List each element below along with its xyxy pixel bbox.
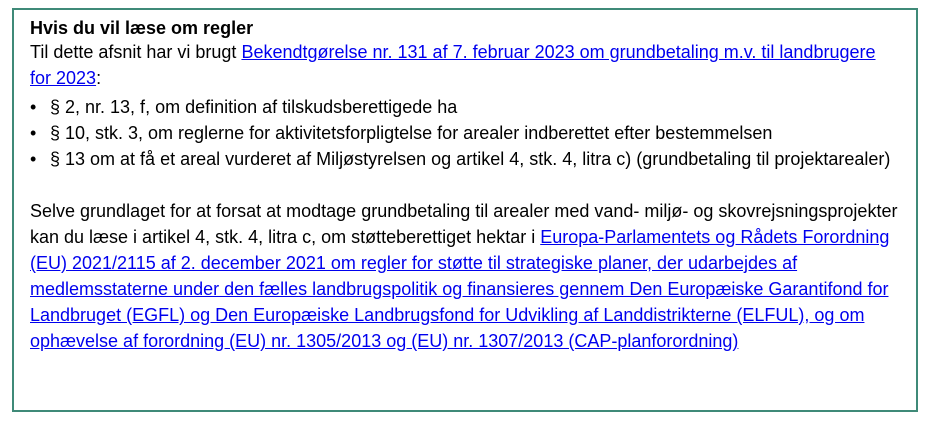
para-text: Selve grundlaget for at forsat at modtage grundbetaling til arealer med vand- miljø- og skovrejsningsprojekter kan du læse i artikel 4, stk. 4, litra c, om støtteberettiget hektar i xyxy=(30,201,898,247)
intro-paragraph xyxy=(30,39,900,91)
info-box xyxy=(12,8,918,412)
list-item xyxy=(30,94,900,120)
list-item-text: § 13 om at få et areal vurderet af Miljøstyrelsen og artikel 4, stk. 4, litra c) (grundbetaling til projektarealer) xyxy=(50,149,891,169)
list-item xyxy=(30,146,900,172)
box-heading: Hvis du vil læse om regler xyxy=(30,18,254,38)
bekendtgorelse-link[interactable]: Bekendtgørelse nr. 131 af 7. februar 2023 om grundbetaling m.v. til landbrugere for 2023 xyxy=(30,42,876,88)
list-item-text: § 2, nr. 13, f, om definition af tilskudsberettigede ha xyxy=(50,97,458,117)
bullet-icon: • xyxy=(30,123,37,143)
intro-text: Til dette afsnit har vi brugt xyxy=(30,42,242,62)
intro-suffix: : xyxy=(96,68,102,88)
bullet-icon: • xyxy=(30,97,37,117)
list-item-text: § 10, stk. 3, om reglerne for aktivitetsforpligtelse for arealer indberettet efter bestemmelsen xyxy=(50,123,773,143)
cap-regulation-link[interactable]: Europa-Parlamentets og Rådets Forordning (EU) 2021/2115 af 2. december 2021 om regler for støtte til strategiske planer, der udarbejdes af medlemsstaterne under den fælles landbrugspolitik og finansieres gennem Den Europæiske Garantifond for Landbruget (EGFL) og Den Europæiske Landbrugsfond for Udvikling af Landdistrikterne (ELFUL), og om ophævelse af forordning (EU) nr. 1305/2013 og (EU) nr. 1307/2013 (CAP-planforordning) xyxy=(30,227,890,351)
bullet-icon: • xyxy=(30,149,37,169)
list-item xyxy=(30,120,900,146)
basis-paragraph xyxy=(30,198,900,354)
rules-list xyxy=(30,94,900,172)
